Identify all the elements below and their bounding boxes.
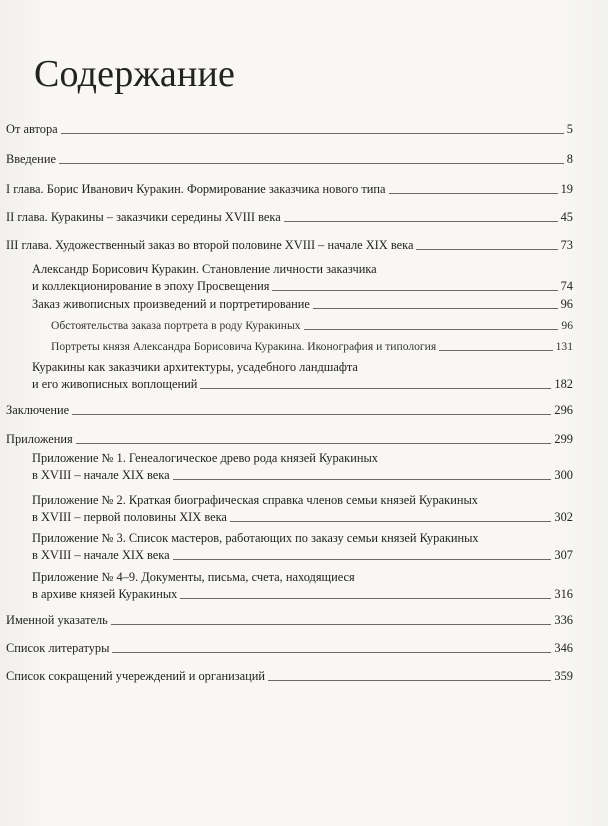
toc-entry-title-line: Приложение № 2. Краткая биографическая справка членов семьи князей Куракиных: [32, 493, 478, 507]
page-title: Содержание: [34, 53, 236, 95]
toc-entry-page-number: 307: [554, 548, 573, 562]
leader-line: [76, 443, 552, 444]
toc-entry: [32, 569, 573, 603]
toc-entry-title-line: в XVIII – начале XIX века: [32, 468, 170, 482]
toc-entry-title-line: II глава. Куракины – заказчики середины XVIII века: [6, 210, 281, 224]
toc-entry: [32, 296, 573, 313]
toc-entry: [6, 668, 573, 685]
toc-entry-title-line: Обстоятельства заказа портрета в роду Куракиных: [51, 319, 301, 332]
toc-entry: [6, 237, 573, 254]
toc-entry-page-number: 316: [554, 587, 573, 601]
toc-entry-title-line: в XVIII – первой половины XIX века: [32, 510, 227, 524]
toc-entry: [32, 530, 573, 564]
toc-entry-page-number: 73: [560, 238, 573, 252]
toc-entry-title-line: Портреты князя Александра Борисовича Куракина. Иконография и типология: [51, 340, 437, 353]
toc-entry-page-number: 19: [560, 182, 573, 196]
toc-entry-title-line: и его живописных воплощений: [32, 377, 198, 391]
leader-line: [268, 680, 551, 681]
toc-entry-page-number: 131: [555, 340, 573, 353]
leader-line: [304, 329, 559, 330]
toc-entry-title-line: Куракины как заказчики архитектуры, усадебного ландшафта: [32, 360, 358, 374]
toc-entry-title-line: в архиве князей Куракиных: [32, 587, 178, 601]
toc-entry-page-number: 5: [566, 122, 573, 136]
toc-entry-title-line: Заказ живописных произведений и портретирование: [32, 297, 310, 311]
toc-entry-title-line: Приложение № 1. Генеалогическое древо рода князей Куракиных: [32, 451, 378, 465]
toc-entry-title-line: I глава. Борис Иванович Куракин. Формирование заказчика нового типа: [6, 182, 386, 196]
leader-line: [230, 521, 551, 522]
toc-entry: [6, 431, 573, 448]
leader-line: [61, 133, 564, 134]
leader-line: [272, 290, 557, 291]
leader-line: [180, 598, 551, 599]
leader-line: [112, 652, 551, 653]
leader-line: [416, 249, 557, 250]
toc-entry-page-number: 45: [560, 210, 573, 224]
toc-entry-title-line: в XVIII – начале XIX века: [32, 548, 170, 562]
toc-entry-title-line: Заключение: [6, 403, 70, 417]
toc-entry-page-number: 182: [554, 377, 573, 391]
toc-entry-title-line: Список сокращений учереждений и организаций: [6, 669, 266, 683]
toc-entry: [51, 317, 573, 334]
toc-entry-page-number: 302: [554, 510, 573, 524]
toc-entry-page-number: 299: [554, 432, 573, 446]
leader-line: [313, 308, 558, 309]
toc-entry-title-line: и коллекционирование в эпоху Просвещения: [32, 279, 270, 293]
toc-entry-page-number: 74: [560, 279, 573, 293]
toc-entry-page-number: 336: [554, 613, 573, 627]
toc-entry-title-line: Александр Борисович Куракин. Становление личности заказчика: [32, 262, 377, 276]
leader-line: [173, 479, 552, 480]
toc-entry-page-number: 96: [561, 319, 573, 332]
leader-line: [284, 221, 558, 222]
toc-entry-title-line: От автора: [6, 122, 58, 136]
toc-entry-page-number: 300: [554, 468, 573, 482]
toc-entry-page-number: 8: [566, 152, 573, 166]
toc-entry-page-number: 96: [560, 297, 573, 311]
toc-entry: [6, 402, 573, 419]
toc-entry-title-line: Приложение № 4–9. Документы, письма, счета, находящиеся: [32, 570, 355, 584]
toc-entry: [6, 209, 573, 226]
leader-line: [389, 193, 558, 194]
toc-entry: [6, 121, 573, 138]
leader-line: [439, 350, 552, 351]
toc-entry-title-line: Приложения: [6, 432, 73, 446]
leader-line: [111, 624, 552, 625]
toc-entry: [32, 492, 573, 526]
toc-entry-title-line: Приложение № 3. Список мастеров, работающих по заказу семьи князей Куракиных: [32, 531, 479, 545]
leader-line: [59, 163, 564, 164]
toc-entry: [32, 450, 573, 484]
toc-entry: [32, 261, 573, 295]
toc-entry-title-line: III глава. Художественный заказ во второй половине XVIII – начале XIX века: [6, 238, 414, 252]
toc-entry: [6, 151, 573, 168]
leader-line: [72, 414, 551, 415]
toc-entry-page-number: 346: [554, 641, 573, 655]
toc-entry-title-line: Введение: [6, 152, 56, 166]
toc-entry-title-line: Именной указатель: [6, 613, 108, 627]
toc-entry: [6, 181, 573, 198]
toc-entry-title-line: Список литературы: [6, 641, 110, 655]
toc-entry: [6, 640, 573, 657]
toc-entry-page-number: 359: [554, 669, 573, 683]
toc-entry: [51, 338, 573, 355]
toc-entry: [32, 359, 573, 393]
leader-line: [200, 388, 551, 389]
leader-line: [173, 559, 552, 560]
toc-entry: [6, 612, 573, 629]
toc-entry-page-number: 296: [554, 403, 573, 417]
